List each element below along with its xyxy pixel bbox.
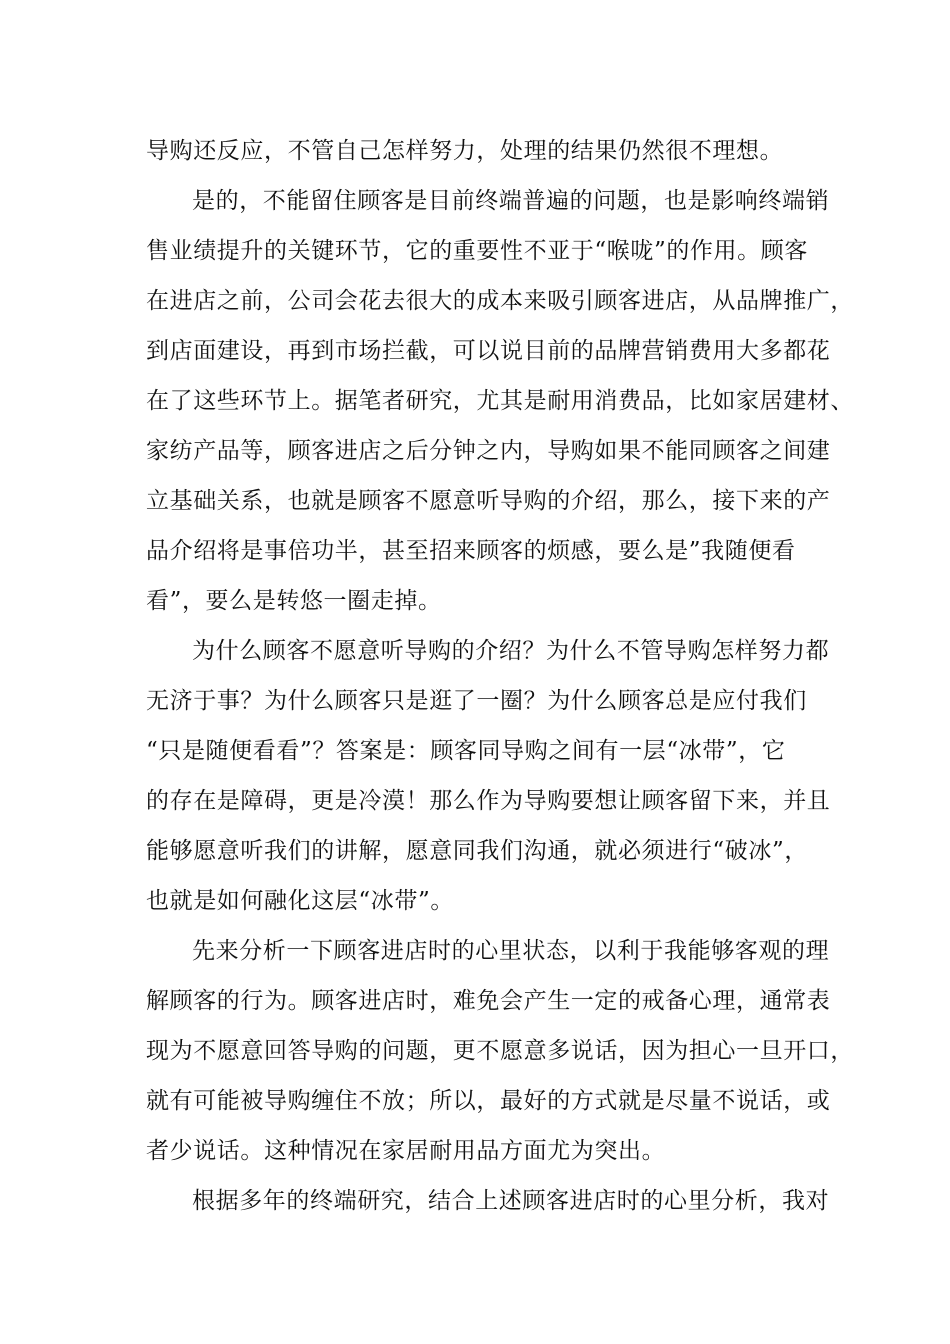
text-line: 看”，要么是转悠一圈走掉。 <box>146 588 442 614</box>
text-line: 就有可能被导购缠住不放；所以，最好的方式就是尽量不说话，或 <box>146 1088 831 1114</box>
text-line: 也就是如何融化这层“冰带”。 <box>146 888 454 914</box>
text-line: 立基础关系，也就是顾客不愿意听导购的介绍，那么，接下来的产 <box>146 488 831 514</box>
text-line: 售业绩提升的关键环节，它的重要性不亚于“喉咙”的作用。顾客 <box>146 238 808 264</box>
text-line: “只是随便看看”？答案是：顾客同导购之间有一层“冰带”，它 <box>146 738 786 764</box>
text-line: 者少说话。这种情况在家居耐用品方面尤为突出。 <box>146 1138 666 1164</box>
text-line: 在进店之前，公司会花去很大的成本来吸引顾客进店，从品牌推广， <box>146 288 854 314</box>
text-line: 解顾客的行为。顾客进店时，难免会产生一定的戒备心理，通常表 <box>146 988 831 1014</box>
text-line: 根据多年的终端研究，结合上述顾客进店时的心里分析，我对 <box>192 1188 830 1214</box>
text-line: 是的，不能留住顾客是目前终端普遍的问题，也是影响终端销 <box>192 188 830 214</box>
text-line: 先来分析一下顾客进店时的心里状态，以利于我能够客观的理 <box>192 938 830 964</box>
text-line: 家纺产品等，顾客进店之后分钟之内，导购如果不能同顾客之间建 <box>146 438 831 464</box>
text-line: 导购还反应，不管自己怎样努力，处理的结果仍然很不理想。 <box>146 138 784 164</box>
text-line: 现为不愿意回答导购的问题，更不愿意多说话，因为担心一旦开口， <box>146 1038 854 1064</box>
text-line: 能够愿意听我们的讲解，愿意同我们沟通，就必须进行“破冰”， <box>146 838 808 864</box>
text-line: 的存在是障碍，更是冷漠！那么作为导购要想让顾客留下来，并且 <box>146 788 831 814</box>
text-line: 品介绍将是事倍功半，甚至招来顾客的烦感，要么是”我随便看 <box>146 538 796 564</box>
text-line: 在了这些环节上。据笔者研究，尤其是耐用消费品，比如家居建材、 <box>146 388 854 414</box>
text-line: 无济于事？为什么顾客只是逛了一圈？为什么顾客总是应付我们 <box>146 688 807 714</box>
text-line: 到店面建设，再到市场拦截，可以说目前的品牌营销费用大多都花 <box>146 338 831 364</box>
text-line: 为什么顾客不愿意听导购的介绍？为什么不管导购怎样努力都 <box>192 638 830 664</box>
